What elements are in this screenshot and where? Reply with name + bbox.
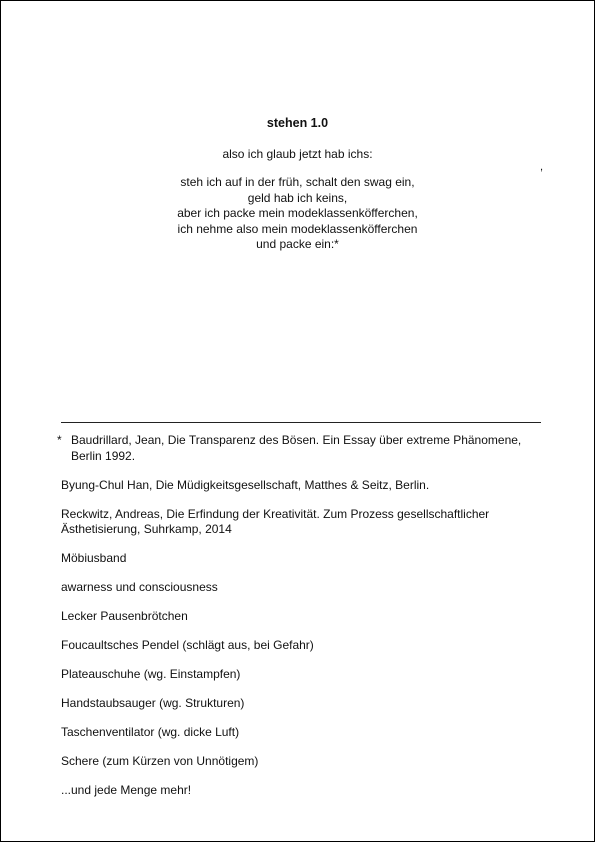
footnote-item: Taschenventilator (wg. dicke Luft) — [61, 725, 240, 739]
footnote-item: Reckwitz, Andreas, Die Erfindung der Kreativität. Zum Prozess gesellschaftlicher Ästhetisierung, Suhrkamp, 2014 — [61, 506, 490, 536]
footnote-item: Möbiusband — [61, 551, 127, 565]
footnote-item: Handstaubsauger (wg. Strukturen) — [61, 696, 245, 710]
poem-line: ich nehme also mein modeklassenköfferchen — [177, 221, 418, 236]
footnote-item: Byung-Chul Han, Die Müdigkeitsgesellschaft, Matthes & Seitz, Berlin. — [61, 477, 430, 492]
poem-line: und packe ein:* — [256, 237, 339, 251]
stray-comma-mark: , — [540, 161, 544, 173]
poem-line: aber ich packe mein modeklassenköfferchen, — [177, 206, 418, 220]
poem-title: stehen 1.0 — [266, 116, 329, 130]
poem-stanza — [1, 175, 594, 253]
poem-intro: also ich glaub jetzt hab ichs: — [222, 147, 373, 161]
footnote-item — [57, 433, 551, 464]
footnote-divider — [61, 422, 541, 423]
footnote-item: Foucaultsches Pendel (schlägt aus, bei Gefahr) — [61, 638, 314, 652]
footnote-marker: * — [57, 433, 62, 447]
footnote-item: ...und jede Menge mehr! — [61, 783, 192, 797]
footnote-item: Lecker Pausenbrötchen — [61, 609, 188, 623]
footnote-list — [57, 433, 551, 812]
footnote-text: Baudrillard, Jean, Die Transparenz des Bösen. Ein Essay über extreme Phänomene, Berlin 1992. — [71, 433, 522, 463]
footnote-item: Schere (zum Kürzen von Unnötigem) — [61, 754, 259, 768]
poem-line: steh ich auf in der früh, schalt den swag ein, — [180, 175, 415, 189]
footnote-item: Plateauschuhe (wg. Einstampfen) — [61, 667, 241, 681]
poem-line: geld hab ich keins, — [247, 190, 348, 205]
footnote-item: awarness und consciousness — [61, 580, 218, 594]
